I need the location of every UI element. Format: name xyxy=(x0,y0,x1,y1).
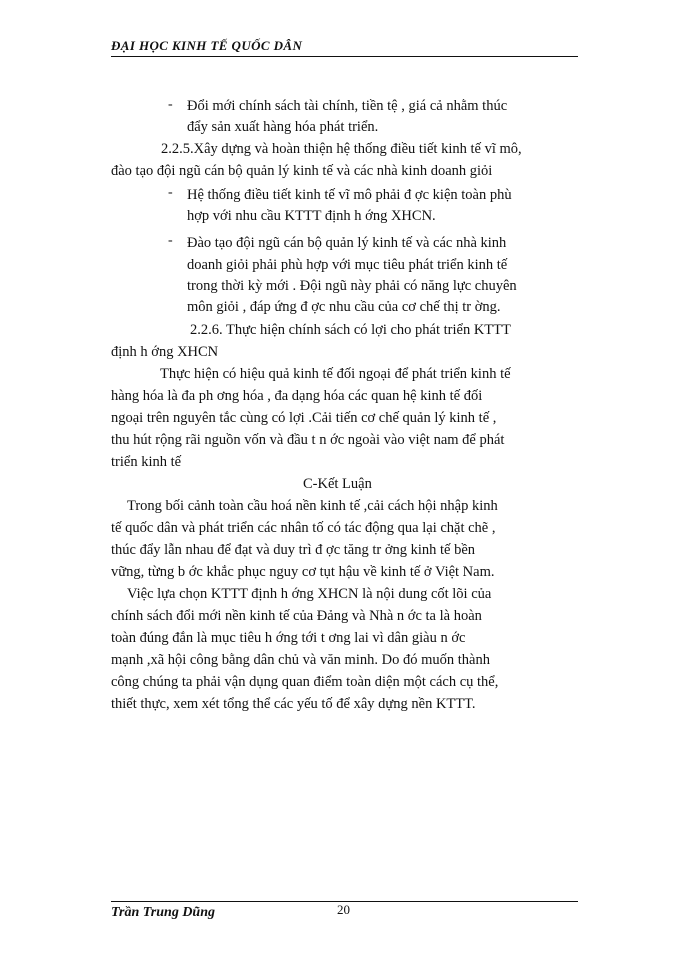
paragraph-3-line-5: triển kinh tế xyxy=(111,454,182,470)
bullet-marker: - xyxy=(168,97,173,112)
paragraph-3-line-2: hàng hóa là đa ph ơng hóa , đa dạng hóa các quan hệ kinh tế đối xyxy=(111,388,483,404)
section-2-2-5-line-2: đào tạo đội ngũ cán bộ quản lý kinh tế và các nhà kinh doanh giỏi xyxy=(111,163,493,179)
bullet-2-line-2: hợp với nhu cầu KTTT định h ớng XHCN. xyxy=(187,208,436,224)
bullet-1-line-1: Đổi mới chính sách tài chính, tiền tệ , giá cả nhằm thúc xyxy=(187,98,508,114)
conclusion-heading: C-Kết Luận xyxy=(303,476,372,492)
bullet-1-line-2: đẩy sản xuất hàng hóa phát triển. xyxy=(187,119,379,135)
bullet-3-line-3: trong thời kỳ mới . Đội ngũ này phải có năng lực chuyên xyxy=(187,278,517,294)
bullet-3-line-1: Đào tạo đội ngũ cán bộ quản lý kinh tế và các nhà kinh xyxy=(187,235,507,251)
paragraph-4-line-2: tế quốc dân và phát triển các nhân tố có tác động qua lại chặt chẽ , xyxy=(111,520,496,536)
bullet-marker: - xyxy=(168,233,173,248)
paragraph-3-line-3: ngoại trên nguyên tắc cùng có lợi .Cải tiến cơ chế quản lý kinh tế , xyxy=(111,410,497,426)
section-2-2-5-line-1: 2.2.5.Xây dựng và hoàn thiện hệ thống điều tiết kinh tế vĩ mô, xyxy=(161,141,522,157)
paragraph-5-line-6: thiết thực, xem xét tổng thể các yếu tố để xây dựng nền KTTT. xyxy=(111,696,476,712)
header-title: ĐẠI HỌC KINH TẾ QUỐC DÂN xyxy=(111,38,303,53)
bullet-3-line-2: doanh giỏi phải phù hợp với mục tiêu phát triển kinh tế xyxy=(187,257,508,273)
paragraph-5-line-1: Việc lựa chọn KTTT định h ớng XHCN là nội dung cốt lõi của xyxy=(127,586,492,602)
section-2-2-6-line-2: định h ớng XHCN xyxy=(111,344,219,360)
paragraph-5-line-3: toàn đúng đắn là mục tiêu h ớng tới t ơng lai vì dân giàu n ớc xyxy=(111,630,466,646)
bullet-marker: - xyxy=(168,185,173,200)
paragraph-5-line-2: chính sách đổi mới nền kinh tế của Đảng và Nhà n ớc ta là hoàn xyxy=(111,608,482,624)
bullet-2-line-1: Hệ thống điều tiết kinh tế vĩ mô phải đ ợc kiện toàn phù xyxy=(187,187,512,203)
bullet-3-line-4: môn giỏi , đáp ứng đ ợc nhu cầu của cơ chế thị tr ờng. xyxy=(187,299,501,315)
page-header xyxy=(111,36,578,57)
paragraph-4-line-4: vững, từng b ớc khắc phục nguy cơ tụt hậu về kinh tế ở Việt Nam. xyxy=(111,564,495,580)
paragraph-4-line-1: Trong bối cảnh toàn cầu hoá nền kinh tế ,cải cách hội nhập kinh xyxy=(127,498,498,514)
paragraph-5-line-4: mạnh ,xã hội công bằng dân chủ và văn minh. Do đó muốn thành xyxy=(111,652,490,668)
page-number: 20 xyxy=(337,902,350,917)
paragraph-5-line-5: công chúng ta phải vận dụng quan điểm toàn diện một cách cụ thể, xyxy=(111,674,499,690)
paragraph-4-line-3: thúc đẩy lẫn nhau để đạt và duy trì đ ợc tăng tr ởng kinh tế bền xyxy=(111,542,476,558)
page-footer xyxy=(111,901,578,932)
section-2-2-6-line-1: 2.2.6. Thực hiện chính sách có lợi cho phát triển KTTT xyxy=(190,322,511,338)
footer-author: Trần Trung Dũng xyxy=(111,905,216,920)
paragraph-3-line-1: Thực hiện có hiệu quả kinh tế đối ngoại để phát triển kinh tế xyxy=(160,366,511,382)
paragraph-3-line-4: thu hút rộng rãi nguồn vốn và đầu t n ớc ngoài vào việt nam để phát xyxy=(111,432,505,448)
